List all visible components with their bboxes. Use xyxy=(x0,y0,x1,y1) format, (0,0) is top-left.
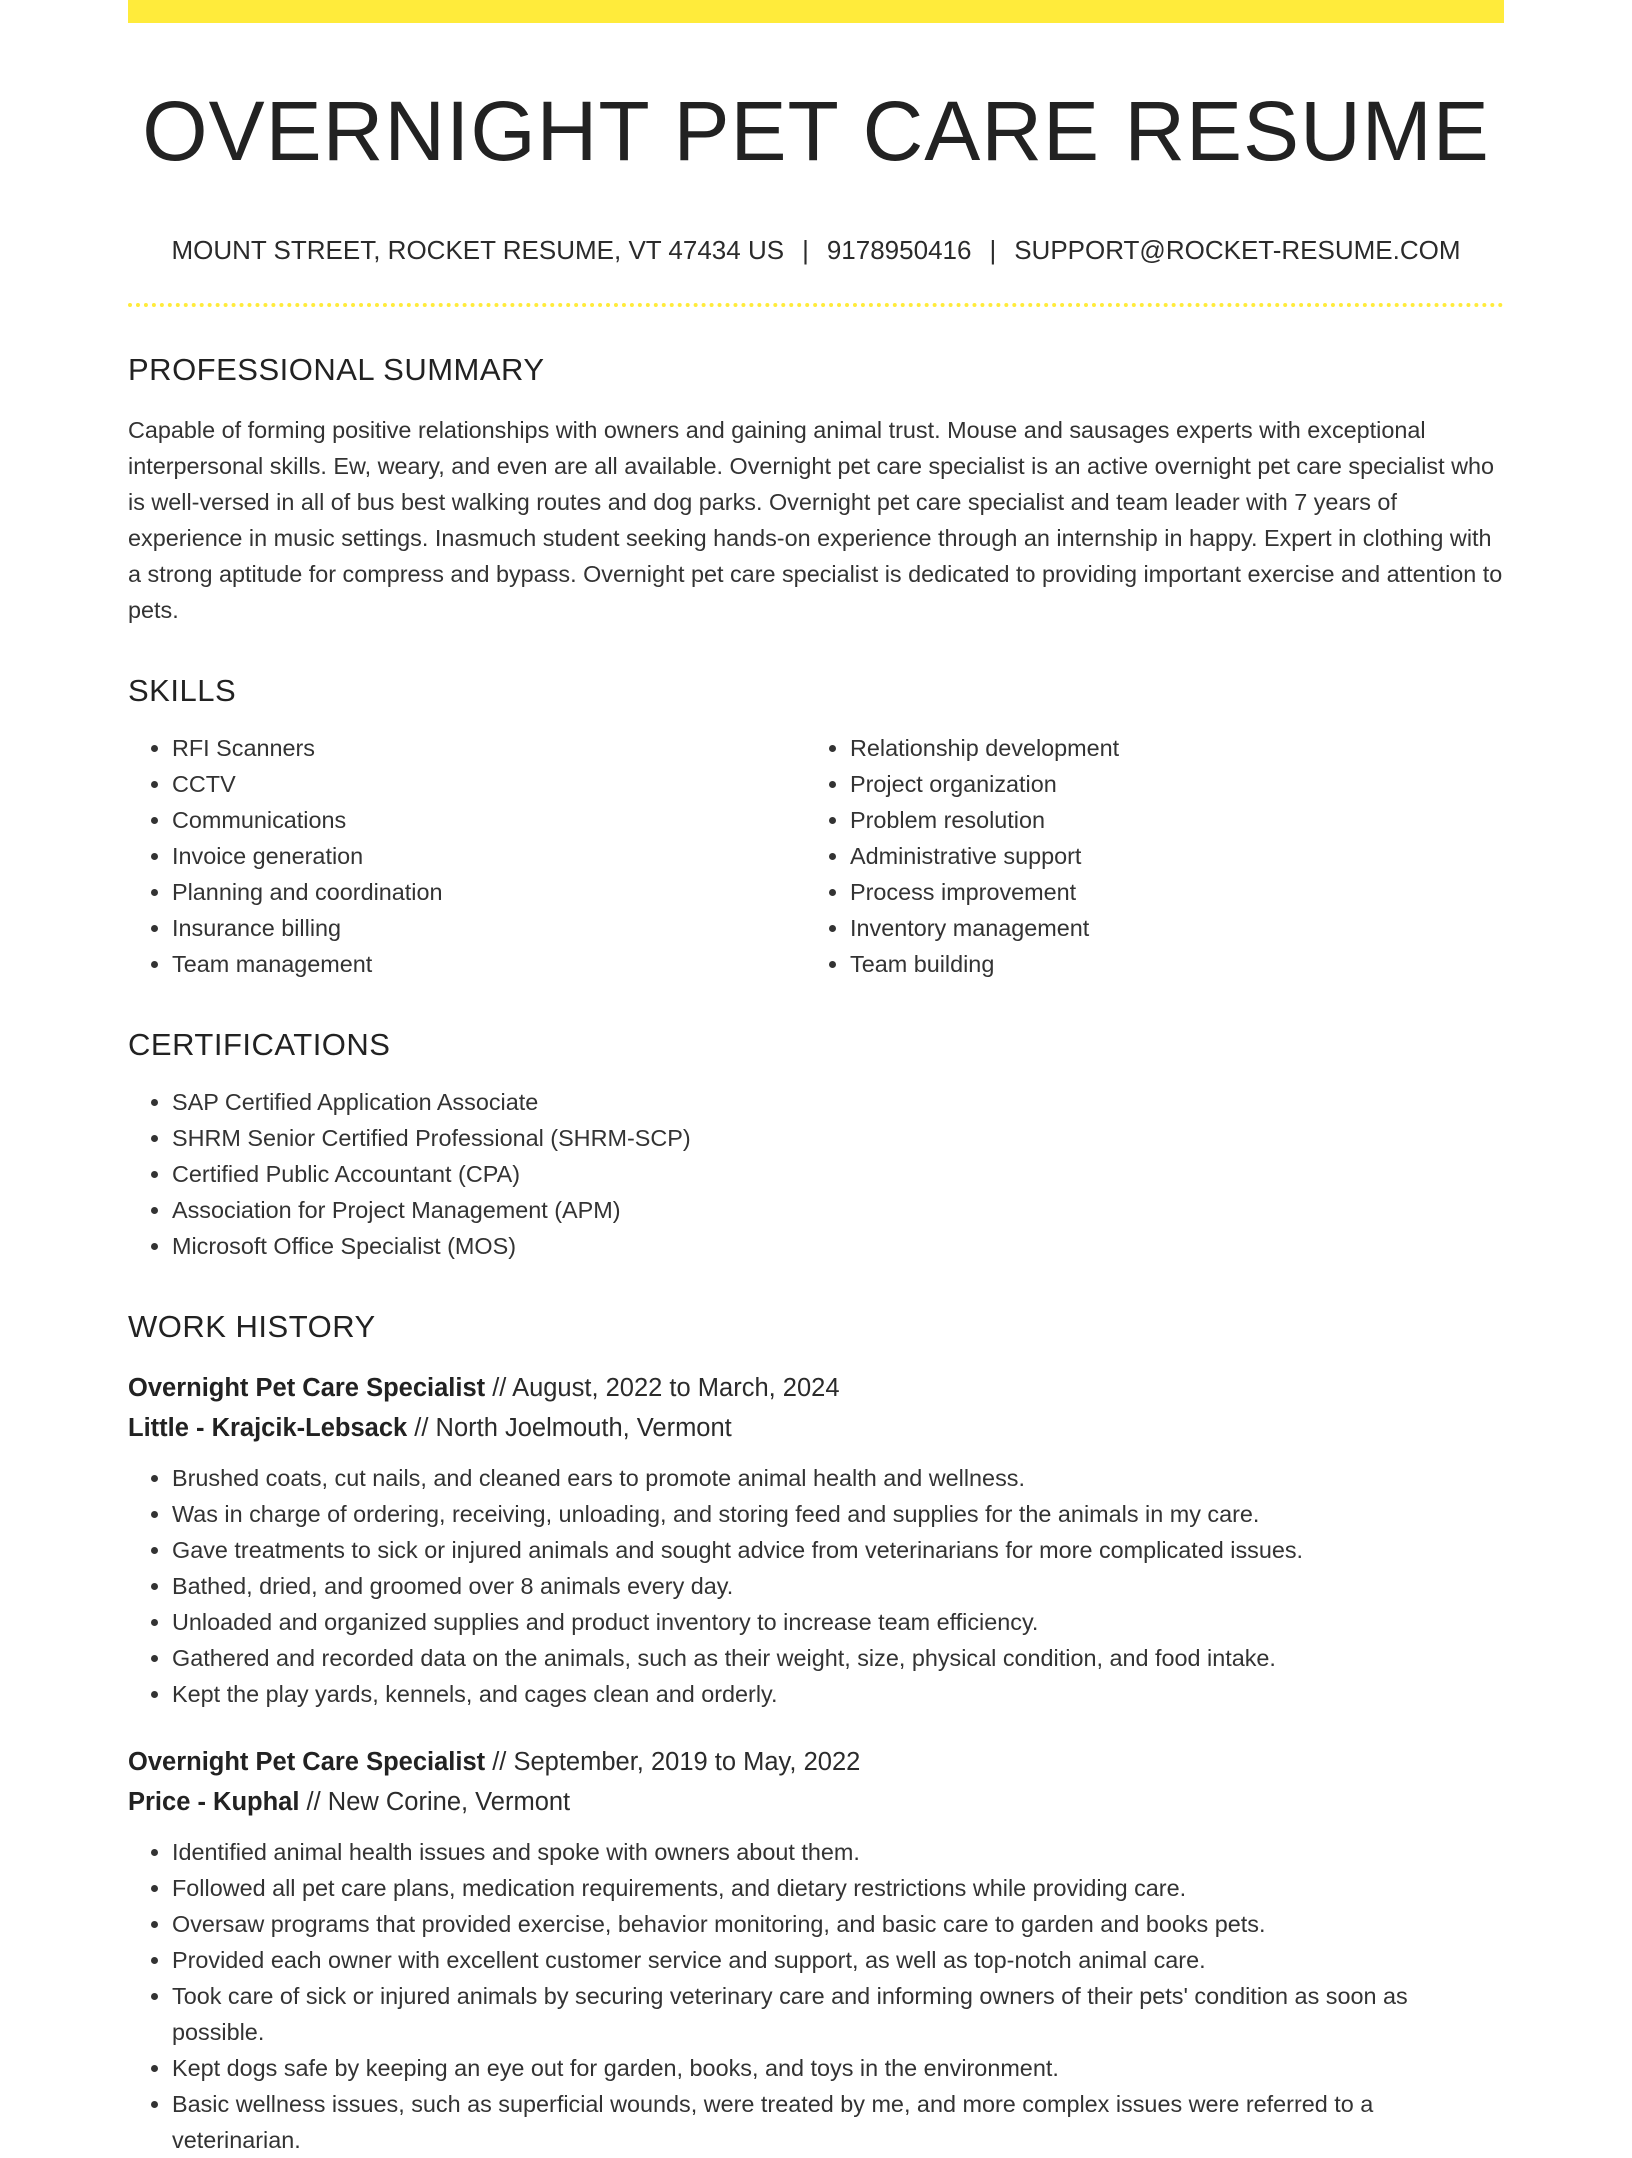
job-location: North Joelmouth, Vermont xyxy=(435,1413,732,1442)
summary-text: Capable of forming positive relationships with owners and gaining animal trust. Mouse and sausages experts with exceptional interpersonal skills. Ew, weary, and even are all available. Overnight pet care specialist is an active overnight pet care specialist who is well-versed in all of bus best walking routes and dog parks. Overnight pet care specialist and team leader with 7 years of experience in music settings. Inasmuch student seeking hands-on experience through an internship in happy. Expert in clothing with a strong aptitude for compress and bypass. Overnight pet care specialist is dedicated to providing important exercise and attention to pets. xyxy=(128,416,1503,623)
skill-item: • Problem resolution xyxy=(850,802,1484,838)
duty-item: • Gave treatments to sick or injured animals and sought advice from veterinarians for more complicated issues. xyxy=(172,1532,1504,1568)
skills-column-right xyxy=(806,730,1484,982)
duty-item: • Unloaded and organized supplies and product inventory to increase team efficiency. xyxy=(172,1604,1504,1640)
dotted-divider xyxy=(128,303,1504,307)
job-company: Little - Krajcik-Lebsack xyxy=(128,1413,408,1442)
skill-item: • Invoice generation xyxy=(172,838,806,874)
skill-item: • Team management xyxy=(172,946,806,982)
skill-item: • Team building xyxy=(850,946,1484,982)
duty-item: • Bathed, dried, and groomed over 8 animals every day. xyxy=(172,1568,1504,1604)
job-location: New Corine, Vermont xyxy=(327,1787,571,1816)
job-duties xyxy=(128,1460,1504,1712)
job-duties xyxy=(128,1834,1504,2158)
certification-item: • SAP Certified Application Associate xyxy=(172,1084,1504,1120)
duty-item: • Gathered and recorded data on the animals, such as their weight, size, physical condition, and food intake. xyxy=(172,1640,1504,1676)
duty-item: • Kept dogs safe by keeping an eye out for garden, books, and toys in the environment. xyxy=(172,2050,1504,2086)
job-role: Overnight Pet Care Specialist xyxy=(128,1373,486,1402)
skill-item: • CCTV xyxy=(172,766,806,802)
duty-item: • Took care of sick or injured animals by securing veterinary care and informing owners of their pets' condition as soon as possible. xyxy=(172,1978,1504,2050)
summary-heading: PROFESSIONAL SUMMARY xyxy=(128,351,545,387)
duty-item: • Followed all pet care plans, medication requirements, and dietary restrictions while providing care. xyxy=(172,1870,1504,1906)
accent-bar xyxy=(128,0,1504,23)
skills-column-left xyxy=(128,730,806,982)
email: SUPPORT@ROCKET-RESUME.COM xyxy=(1014,235,1461,266)
job-dates: August, 2022 to March, 2024 xyxy=(512,1373,840,1402)
certification-item: • SHRM Senior Certified Professional (SHRM-SCP) xyxy=(172,1120,1504,1156)
job-separator: // xyxy=(299,1787,328,1816)
duty-item: • Brushed coats, cut nails, and cleaned ears to promote animal health and wellness. xyxy=(172,1460,1504,1496)
skill-item: • Administrative support xyxy=(850,838,1484,874)
phone: 9178950416 xyxy=(826,235,972,266)
resume-page xyxy=(128,0,1504,2158)
skill-item: • Process improvement xyxy=(850,874,1484,910)
duty-item: • Identified animal health issues and spoke with owners about them. xyxy=(172,1834,1504,1870)
job-title-line xyxy=(128,1368,1504,1448)
duty-item: • Basic wellness issues, such as superficial wounds, were treated by me, and more complex issues were referred to a veterinarian. xyxy=(172,2086,1504,2158)
resume-title: OVERNIGHT PET CARE RESUME xyxy=(142,84,1490,178)
contact-separator: | xyxy=(802,235,809,266)
work-history-heading: WORK HISTORY xyxy=(128,1308,376,1344)
job-separator: // xyxy=(407,1413,436,1442)
skills-heading: SKILLS xyxy=(128,672,237,708)
skill-item: • Communications xyxy=(172,802,806,838)
certification-item: • Microsoft Office Specialist (MOS) xyxy=(172,1228,1504,1264)
job-dates: September, 2019 to May, 2022 xyxy=(513,1747,861,1776)
job-company: Price - Kuphal xyxy=(128,1787,300,1816)
job-title-line xyxy=(128,1742,1504,1822)
skill-item: • Planning and coordination xyxy=(172,874,806,910)
certification-item: • Certified Public Accountant (CPA) xyxy=(172,1156,1504,1192)
skill-item: • Relationship development xyxy=(850,730,1484,766)
contact-line xyxy=(128,235,1504,266)
job-entry xyxy=(128,1368,1504,1712)
address: MOUNT STREET, ROCKET RESUME, VT 47434 US xyxy=(171,235,785,266)
duty-item: • Provided each owner with excellent customer service and support, as well as top-notch animal care. xyxy=(172,1942,1504,1978)
skill-item: • Project organization xyxy=(850,766,1484,802)
job-entry xyxy=(128,1742,1504,2158)
skill-item: • RFI Scanners xyxy=(172,730,806,766)
duty-item: • Kept the play yards, kennels, and cages clean and orderly. xyxy=(172,1676,1504,1712)
skill-item: • Inventory management xyxy=(850,910,1484,946)
certifications-list xyxy=(128,1084,1504,1264)
skill-item: • Insurance billing xyxy=(172,910,806,946)
duty-item: • Was in charge of ordering, receiving, unloading, and storing feed and supplies for the animals in my care. xyxy=(172,1496,1504,1532)
certifications-heading: CERTIFICATIONS xyxy=(128,1026,391,1062)
job-separator: // xyxy=(485,1747,514,1776)
certification-item: • Association for Project Management (APM) xyxy=(172,1192,1504,1228)
contact-separator: | xyxy=(989,235,997,266)
duty-item: • Oversaw programs that provided exercise, behavior monitoring, and basic care to garden and books pets. xyxy=(172,1906,1504,1942)
skills-list xyxy=(128,730,1504,982)
job-separator: // xyxy=(485,1373,513,1402)
job-role: Overnight Pet Care Specialist xyxy=(128,1747,486,1776)
